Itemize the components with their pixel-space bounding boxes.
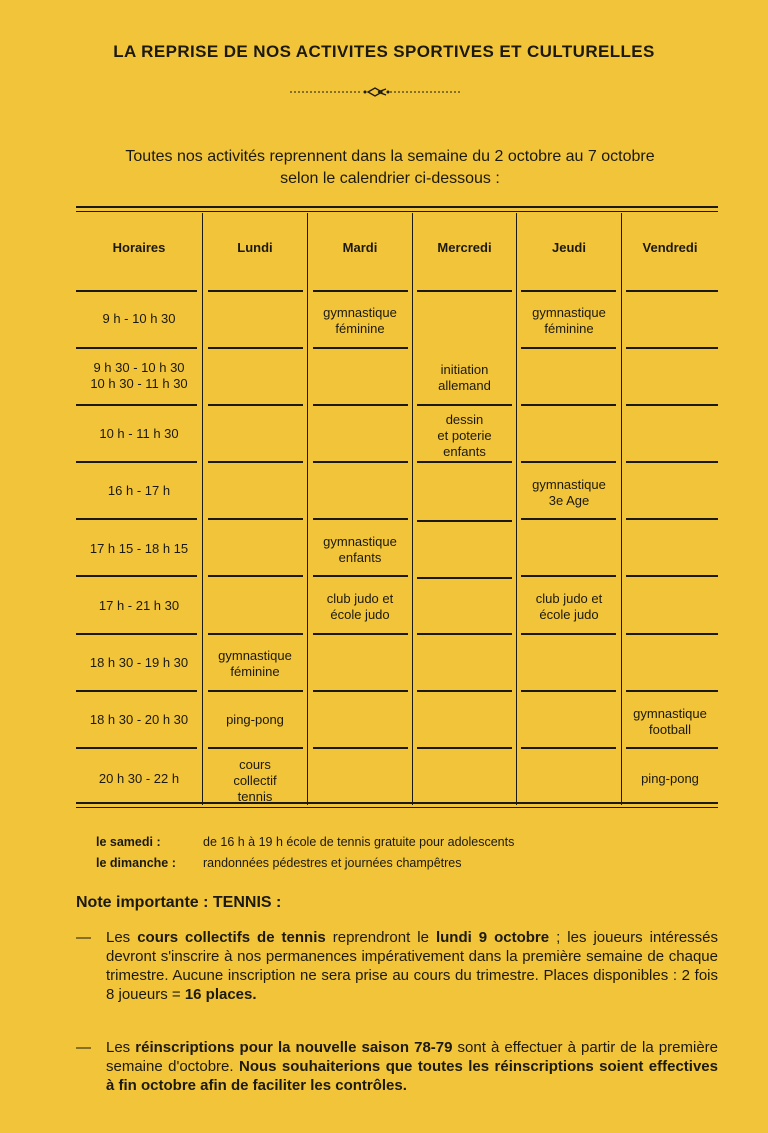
row-separator [313,290,408,292]
time-slot: 20 h 30 - 22 h [98,771,180,786]
note-paragraph-1: — Les cours collectifs de tennis reprendront le lundi 9 octobre ; les joueurs intéressés devront s'inscrire à nos permanences impérativement dans la première semaine de chaque trimestre. Aucune inscription ne sera prise au cours du trimestre. Places disponibles : 2 fois 8 joueurs = 16 places. [76,929,719,1003]
samedi-label: le samedi : [96,835,161,849]
row-separator [313,633,408,635]
row-separator [521,518,616,520]
row-separator [626,290,718,292]
column-divider [307,213,308,805]
activity-cell: club judo et école judo [535,591,603,622]
activity-cell: gymnastique féminine [323,305,397,336]
row-separator [76,575,197,577]
dimanche-text: randonnées pédestres et journées champêtres [203,856,462,870]
activity-cell: gymnastique enfants [323,534,397,565]
row-separator [313,690,408,692]
row-separator [208,518,303,520]
row-separator [313,747,408,749]
row-separator [417,690,512,692]
row-separator [417,633,512,635]
samedi-text: de 16 h à 19 h école de tennis gratuite pour adolescents [203,835,515,849]
row-separator [626,575,718,577]
row-separator [626,461,718,463]
header-lundi: Lundi [237,240,273,255]
row-separator [208,461,303,463]
column-divider [516,213,517,805]
row-separator [313,461,408,463]
row-separator [208,633,303,635]
row-separator [313,575,408,577]
row-separator [626,633,718,635]
row-separator [313,404,408,406]
row-separator [521,290,616,292]
row-separator [521,747,616,749]
note-title: Note importante : TENNIS : [76,894,282,911]
table-top-rule [76,206,718,208]
activity-cell: gymnastique football [633,706,707,737]
row-separator [76,518,197,520]
activity-cell: club judo et école judo [326,591,394,622]
row-separator [626,404,718,406]
header-jeudi: Jeudi [552,240,586,255]
activity-cell: gymnastique féminine [218,648,292,679]
row-separator [208,290,303,292]
row-separator [626,347,718,349]
dimanche-label: le dimanche : [96,856,176,870]
activity-cell: ping-pong [641,771,699,786]
row-separator [417,747,512,749]
row-separator [76,404,197,406]
row-separator [208,747,303,749]
activity-cell: cours collectif tennis [233,757,277,804]
activity-cell: gymnastique 3e Age [532,477,606,508]
row-separator [626,518,718,520]
intro-text [40,146,740,190]
row-separator [417,520,512,522]
row-separator [417,404,512,406]
time-slot: 16 h - 17 h [107,483,171,498]
row-separator [521,690,616,692]
time-slot: 17 h - 21 h 30 [98,598,180,613]
activity-cell: dessin et poterie enfants [437,412,492,459]
row-separator [76,690,197,692]
header-mercredi: Mercredi [437,240,492,255]
dash-mark: — [76,1039,91,1056]
time-slot: 18 h 30 - 20 h 30 [89,712,189,727]
ornament-divider [290,86,460,98]
row-separator [208,347,303,349]
row-separator [76,747,197,749]
row-separator [521,575,616,577]
row-separator [208,404,303,406]
row-separator [521,633,616,635]
table-top-rule-inner [76,211,718,212]
column-divider [412,213,413,805]
row-separator [521,461,616,463]
row-separator [313,518,408,520]
row-separator [313,347,408,349]
table-bottom-rule-inner [76,807,718,808]
header-mardi: Mardi [342,240,378,255]
activity-cell: initiation allemand [438,362,491,393]
row-separator [417,290,512,292]
header-horaires: Horaires [112,240,166,255]
header-vendredi: Vendredi [642,240,698,255]
row-separator [521,347,616,349]
row-separator [417,577,512,579]
row-separator [76,461,197,463]
row-separator [521,404,616,406]
activity-cell: ping-pong [226,712,284,727]
dash-mark: — [76,929,91,946]
time-slot: 18 h 30 - 19 h 30 [89,655,189,670]
time-slot: 9 h - 10 h 30 [102,311,176,326]
page-title: LA REPRISE DE NOS ACTIVITES SPORTIVES ET CULTURELLES [113,42,655,61]
row-separator [76,290,197,292]
row-separator [417,461,512,463]
time-slot: 9 h 30 - 10 h 30 10 h 30 - 11 h 30 [90,360,188,391]
time-slot: 17 h 15 - 18 h 15 [89,541,189,556]
time-slot: 10 h - 11 h 30 [99,426,179,441]
row-separator [626,690,718,692]
row-separator [208,575,303,577]
note-paragraph-2: — Les réinscriptions pour la nouvelle saison 78-79 sont à effectuer à partir de la première semaine d'octobre. Nous souhaiterions que toutes les réinscriptions soient effectives à fin octobre afin de faciliter les contrôles. [76,1039,718,1094]
row-separator [208,690,303,692]
row-separator [76,347,197,349]
intro-line-1: Toutes nos activités reprennent dans la semaine du 2 octobre au 7 octobre [125,148,655,165]
intro-line-2: selon le calendrier ci-dessous : [280,170,500,187]
row-separator [76,633,197,635]
row-separator [626,747,718,749]
activity-cell: gymnastique féminine [532,305,606,336]
